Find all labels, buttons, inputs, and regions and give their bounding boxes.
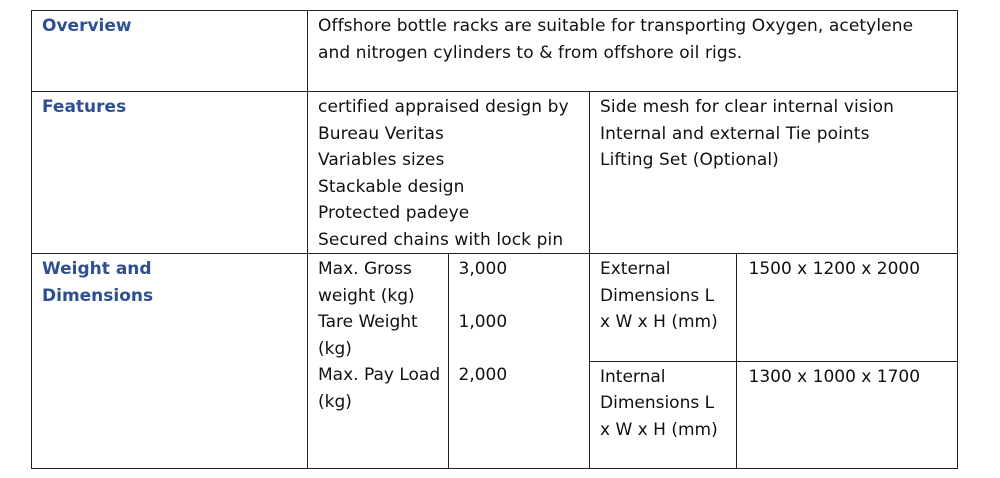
- dimension-label: External Dimensions L x W x H (mm): [600, 259, 718, 332]
- weight-label: Max. Gross weight (kg): [318, 259, 415, 306]
- dimensions-cell: [590, 254, 958, 469]
- dimension-label: Internal Dimensions L x W x H (mm): [590, 361, 736, 468]
- overview-row: [32, 11, 958, 92]
- overview-text: [308, 11, 958, 92]
- weights-heading-line: Dimensions: [42, 285, 154, 306]
- weights-values: [448, 254, 590, 468]
- feature-item: certified appraised design by: [318, 97, 569, 117]
- weights-heading-line: Weight and: [42, 259, 152, 279]
- dimensions-subtable: [590, 254, 958, 468]
- feature-item: Side mesh for clear internal vision: [600, 97, 895, 117]
- feature-item: Lifting Set (Optional): [600, 150, 779, 170]
- overview-line: and nitrogen cylinders to & from offshore oil rigs.: [318, 42, 743, 63]
- spec-table: [31, 10, 958, 469]
- dimension-value: 1300 x 1000 x 1700: [736, 361, 958, 468]
- dimension-row: [590, 254, 958, 361]
- weight-value: 2,000: [458, 365, 508, 385]
- feature-item: Bureau Veritas: [318, 123, 444, 144]
- weight-label: Max. Pay Load (kg): [318, 365, 441, 412]
- overview-line: Offshore bottle racks are suitable for transporting Oxygen, acetylene: [318, 16, 914, 36]
- dimension-row: [590, 361, 958, 468]
- features-row: [32, 92, 958, 254]
- weight-label: Tare Weight (kg): [318, 312, 418, 359]
- weights-row: [32, 254, 958, 469]
- features-heading: Features: [32, 92, 308, 254]
- dimension-value: 1500 x 1200 x 2000: [736, 254, 958, 361]
- features-right-list: [590, 92, 958, 254]
- feature-item: Protected padeye: [318, 203, 470, 223]
- weight-value: 3,000: [458, 259, 508, 279]
- weights-labels: [308, 254, 448, 468]
- feature-item: Internal and external Tie points: [600, 123, 870, 144]
- overview-heading: Overview: [32, 11, 308, 92]
- feature-item: Secured chains with lock pin: [318, 229, 564, 250]
- weights-subtable: [308, 254, 590, 468]
- weights-heading: [32, 254, 308, 469]
- features-left-list: [308, 92, 590, 254]
- weights-cell: [308, 254, 590, 469]
- weight-value: 1,000: [458, 312, 508, 332]
- feature-item: Variables sizes: [318, 150, 445, 170]
- feature-item: Stackable design: [318, 176, 465, 197]
